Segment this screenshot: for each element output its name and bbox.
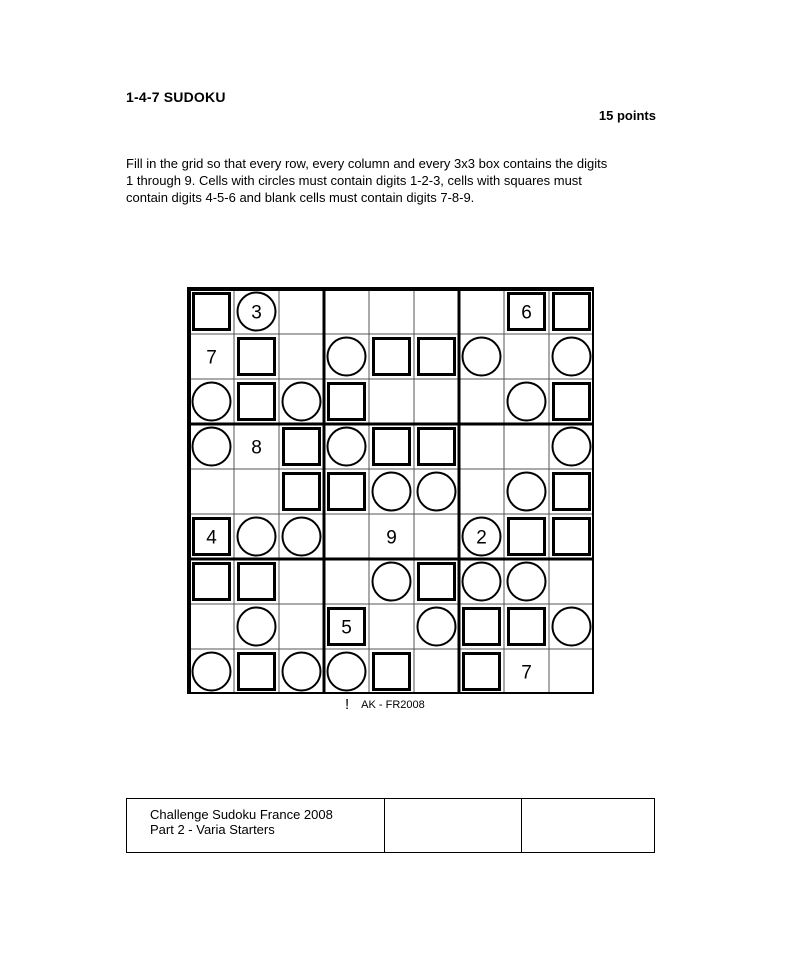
square-mark bbox=[554, 384, 590, 420]
circle-mark bbox=[283, 383, 321, 421]
credit-text: AK - FR2008 bbox=[361, 699, 425, 711]
circle-mark bbox=[463, 338, 501, 376]
square-mark bbox=[194, 564, 230, 600]
credit bbox=[345, 696, 425, 713]
square-mark bbox=[284, 429, 320, 465]
footer-table bbox=[126, 798, 655, 853]
square-mark bbox=[239, 384, 275, 420]
points-value: 15 points bbox=[598, 108, 656, 123]
square-mark bbox=[464, 654, 500, 690]
credit-mark: ! bbox=[345, 696, 350, 713]
sudoku-grid-svg bbox=[187, 287, 594, 694]
footer-title-cell bbox=[127, 799, 385, 853]
square-mark bbox=[374, 429, 410, 465]
footer-line-2: Part 2 - Varia Starters bbox=[150, 822, 275, 837]
square-mark bbox=[554, 519, 590, 555]
square-mark bbox=[509, 519, 545, 555]
square-mark bbox=[329, 384, 365, 420]
given-digit: 6 bbox=[521, 302, 532, 324]
square-mark bbox=[464, 609, 500, 645]
given-digit: 2 bbox=[476, 527, 487, 549]
circle-mark bbox=[238, 518, 276, 556]
square-mark bbox=[509, 609, 545, 645]
circle-mark bbox=[373, 563, 411, 601]
circle-mark bbox=[418, 608, 456, 646]
circle-mark bbox=[283, 653, 321, 691]
given-digit: 5 bbox=[341, 617, 352, 639]
square-mark bbox=[374, 339, 410, 375]
square-mark bbox=[329, 474, 365, 510]
square-mark bbox=[374, 654, 410, 690]
circle-mark bbox=[553, 428, 591, 466]
circle-mark bbox=[193, 383, 231, 421]
given-digit: 8 bbox=[251, 437, 262, 459]
given-digit: 4 bbox=[206, 527, 217, 549]
given-digit: 7 bbox=[521, 662, 532, 684]
instructions-line: Fill in the grid so that every row, every column and every 3x3 box contains the digits bbox=[126, 156, 608, 171]
circle-mark bbox=[463, 563, 501, 601]
circle-mark bbox=[193, 653, 231, 691]
given-digit: 3 bbox=[251, 302, 262, 324]
square-mark bbox=[419, 339, 455, 375]
sudoku-grid bbox=[187, 287, 594, 694]
footer-line-1: Challenge Sudoku France 2008 bbox=[150, 807, 333, 822]
circle-mark bbox=[238, 608, 276, 646]
square-mark bbox=[554, 474, 590, 510]
grid-border bbox=[189, 289, 594, 694]
footer-empty-cell bbox=[385, 799, 522, 853]
square-mark bbox=[239, 339, 275, 375]
circle-mark bbox=[193, 428, 231, 466]
circle-mark bbox=[508, 383, 546, 421]
circle-mark bbox=[328, 428, 366, 466]
puzzle-title: 1-4-7 SUDOKU bbox=[126, 89, 226, 105]
circle-mark bbox=[553, 608, 591, 646]
square-mark bbox=[194, 294, 230, 330]
square-mark bbox=[239, 654, 275, 690]
given-digit: 9 bbox=[386, 527, 397, 549]
given-digit: 7 bbox=[206, 347, 217, 369]
instructions-line: contain digits 4-5-6 and blank cells must contain digits 7-8-9. bbox=[126, 190, 475, 205]
square-mark bbox=[239, 564, 275, 600]
circle-mark bbox=[418, 473, 456, 511]
instructions-line: 1 through 9. Cells with circles must contain digits 1-2-3, cells with squares must bbox=[126, 173, 582, 188]
circle-mark bbox=[328, 338, 366, 376]
circle-mark bbox=[553, 338, 591, 376]
square-mark bbox=[419, 564, 455, 600]
circle-mark bbox=[373, 473, 411, 511]
instructions bbox=[126, 155, 666, 206]
circle-mark bbox=[328, 653, 366, 691]
square-mark bbox=[284, 474, 320, 510]
footer-empty-cell bbox=[522, 799, 655, 853]
square-mark bbox=[419, 429, 455, 465]
circle-mark bbox=[508, 473, 546, 511]
square-mark bbox=[554, 294, 590, 330]
circle-mark bbox=[508, 563, 546, 601]
circle-mark bbox=[283, 518, 321, 556]
